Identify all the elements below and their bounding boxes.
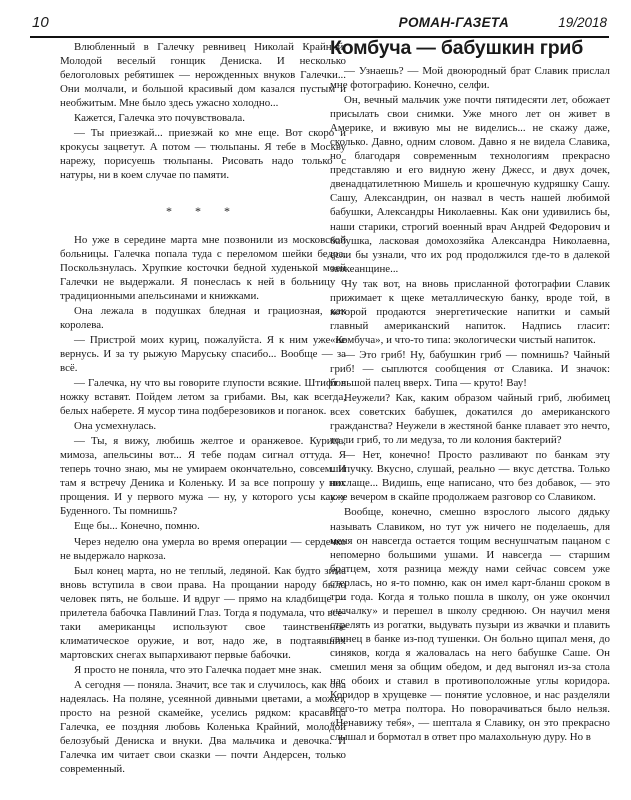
paragraph: Кажется, Галечка это почувствовала.: [74, 112, 245, 125]
paragraph: Через неделю она умерла во время операции — сердечко не выдержало наркоза.: [60, 535, 346, 562]
paragraph: — Галечка, ну что вы говорите глупости всякие. Штифт в ножку вставят. Пойдем летом за грибами. Вы, как всегда, белых наберете. Я мусор тина подберезовиков и поганок.: [60, 376, 346, 418]
publication-name: РОМАН-ГАЗЕТА: [398, 15, 509, 30]
paragraph: Он, вечный мальчик уже почти пятидесяти лет, обожает присылать свои снимки. Уже много лет он живет в Америке, и вживую мы не виделись... не скажу даже, сколько. Давно, одним словом. Давно я не видела Славика, но благодаря современным технологиям прекрасно представляю и его видную жену Джесс, и двух дочек, двенадцатилетнюю Мишель и крошечную кудряшку Сашу. Сашу, Александрин, он назвал в честь нашей любимой бабушки, Александры Николаевны. Как они удивились бы, наши старики, строгий военный врач Андрей Федорович и бабушка, ласковая домохозяйка Александра Николаевна, если бы узнали, что их род продолжился где-то в далекой заокеанщине...: [330, 94, 610, 275]
paragraph: А сегодня — поняла. Значит, все так и случилось, как она надеялась. На поляне, усеянной дивными цветами, а может, просто на резной скамейке, уселись рядком: красавица Галечка, ее поздняя любовь Коленька Крайний, молодой белозубый Дениска и внуки. Два мальчика и девочка. И Галечка им читает свои сказки — почти Андерсен, только современный.: [60, 678, 346, 776]
paragraph: Еще бы... Конечно, помню.: [74, 520, 200, 533]
paragraph: Но уже в середине марта мне позвонили из московской больницы. Галечка попала туда с переломом шейки бедра. Поскользнулась. Хрупкие косточки бедной худенькой моей Галечки не выдержали. Я понеслась к ней в больницу с традиционными апельсинами и книжками.: [60, 233, 346, 302]
page-header: [30, 12, 609, 38]
paragraph: Неужели? Как, каким образом чайный гриб, любимец всех советских бабушек, докатился до американского гражданства? Неужели в жестяной банке плавает это нечто, то ли гриб, то ли медуза, то ли колония бактерий?: [330, 392, 610, 447]
paragraph: Она лежала в подушках бледная и грациозная, как королева.: [60, 304, 346, 331]
paragraph: Вообще, конечно, смешно взрослого лысого дядьку называть Славиком, но тут уж ничего не поделаешь, для меня он навсегда остается тощим веснушчатым пацаном с непомерно большими ушами. И навсегда — старшим братцем, хотя разница между нами сейчас совсем уже стерлась, но я-то помню, как он имел карт-бланш сроком в три года. Когда я только пошла в школу, он уже окончил «началку» и перешел в школу среднюю. Он научил меня стрелять из рогатки, выдувать пузыри из жвачки и плавить свинец в банке из-под тушенки. Он больно щипал меня, до синяков, когда я жаловалась на него бабушке Саше. Он смешил меня за общим обедом, и дед выгонял из-за стола нас обоих и ставил в противоположные углы коридора. Коридор в хрущевке — понятие условное, и нас разделяли всего-то метра полтора. Но поворачиваться было нельзя. «Ненавижу тебя», — шептала я Славику, он это прекрасно слышал и бормотал в ответ про малахольную дуру. Но в: [330, 506, 610, 744]
paragraph: — Узнаешь? — Мой двоюродный брат Славик прислал мне фотографию. Конечно, селфи.: [330, 65, 610, 92]
paragraph: Влюбленный в Галечку ревнивец Николай Крайний. Молодой веселый гонщик Дениска. И несколько белоголовых ребятишек — нерожденных внуков Галечки... Они молчали, и большой красивый дом казался пустым и необжитым. Мне было здесь ужасно холодно...: [60, 41, 346, 110]
left-column: [60, 40, 346, 777]
page-number: 10: [32, 14, 49, 31]
issue-number: 19/2018: [558, 15, 607, 30]
section-separator: * * *: [166, 204, 240, 219]
paragraph: — Ты, я вижу, любишь желтое и оранжевое. Курица, мимоза, апельсины вот... Я тебе подам сигнал оттуда. Я теперь точно знаю, мы не умираем окончательно, совсем. И там я встречу Деника и Коленьку. И за все попрошу у них прощения. И у первого мужа — ну, у которого усы как у Буденного. Ты помнишь?: [60, 435, 346, 518]
paragraph: — Нет, конечно! Просто разливают по банкам эту шипучку. Вкусно, слушай, реально — вкус детства. Только послаще... Видишь, еще написано, что без добавок, — это уже вечером в скайпе продолжаем разговор со Славиком.: [330, 449, 610, 504]
paragraph: Ну так вот, на вновь присланной фотографии Славик прижимает к щеке металлическую банку, вроде той, в которой продаются энергетические напитки и самый главный американский напиток. Надпись гласит: «Комбуча», и что-то типа: экологически чистый напиток.: [330, 277, 610, 346]
right-column: [330, 37, 610, 745]
paragraph: — Ты приезжай... приезжай ко мне еще. Вот скоро и крокусы зацветут. А потом — тюльпаны. Я тебе в Москву нарежу, порисуешь тюльпаны. Рисовать надо только с натуры, ни в коем случае по памяти.: [60, 127, 346, 182]
article-title: Комбуча — бабушкин гриб: [330, 37, 584, 59]
paragraph: Я просто не поняла, что это Галечка подает мне знак.: [74, 663, 322, 676]
paragraph: Был конец марта, но не теплый, ледяной. Как будто зима вновь вступила в свои права. На прощании народу было человек пять, не больше. И вдруг — прямо на кладбище — прилетела бабочка Павлиний Глаз. Тогда я подумала, что все-таки американцы используют свое таинственное климатическое оружие, и вот, надо же, в подтаявших мартовских снегах выпархивают первые бабочки.: [60, 564, 346, 661]
paragraph: — Пристрой моих куриц, пожалуйста. Я к ним уже не вернусь. И за ту рыжую Маруську спасибо... Вообще — за всё.: [60, 333, 346, 374]
paragraph: Она усмехнулась.: [74, 420, 157, 433]
paragraph: — Это гриб! Ну, бабушкин гриб — помнишь? Чайный гриб! — сыплются сообщения от Славика. И значок: большой палец вверх. Типа — круто! Вау!: [330, 348, 610, 390]
